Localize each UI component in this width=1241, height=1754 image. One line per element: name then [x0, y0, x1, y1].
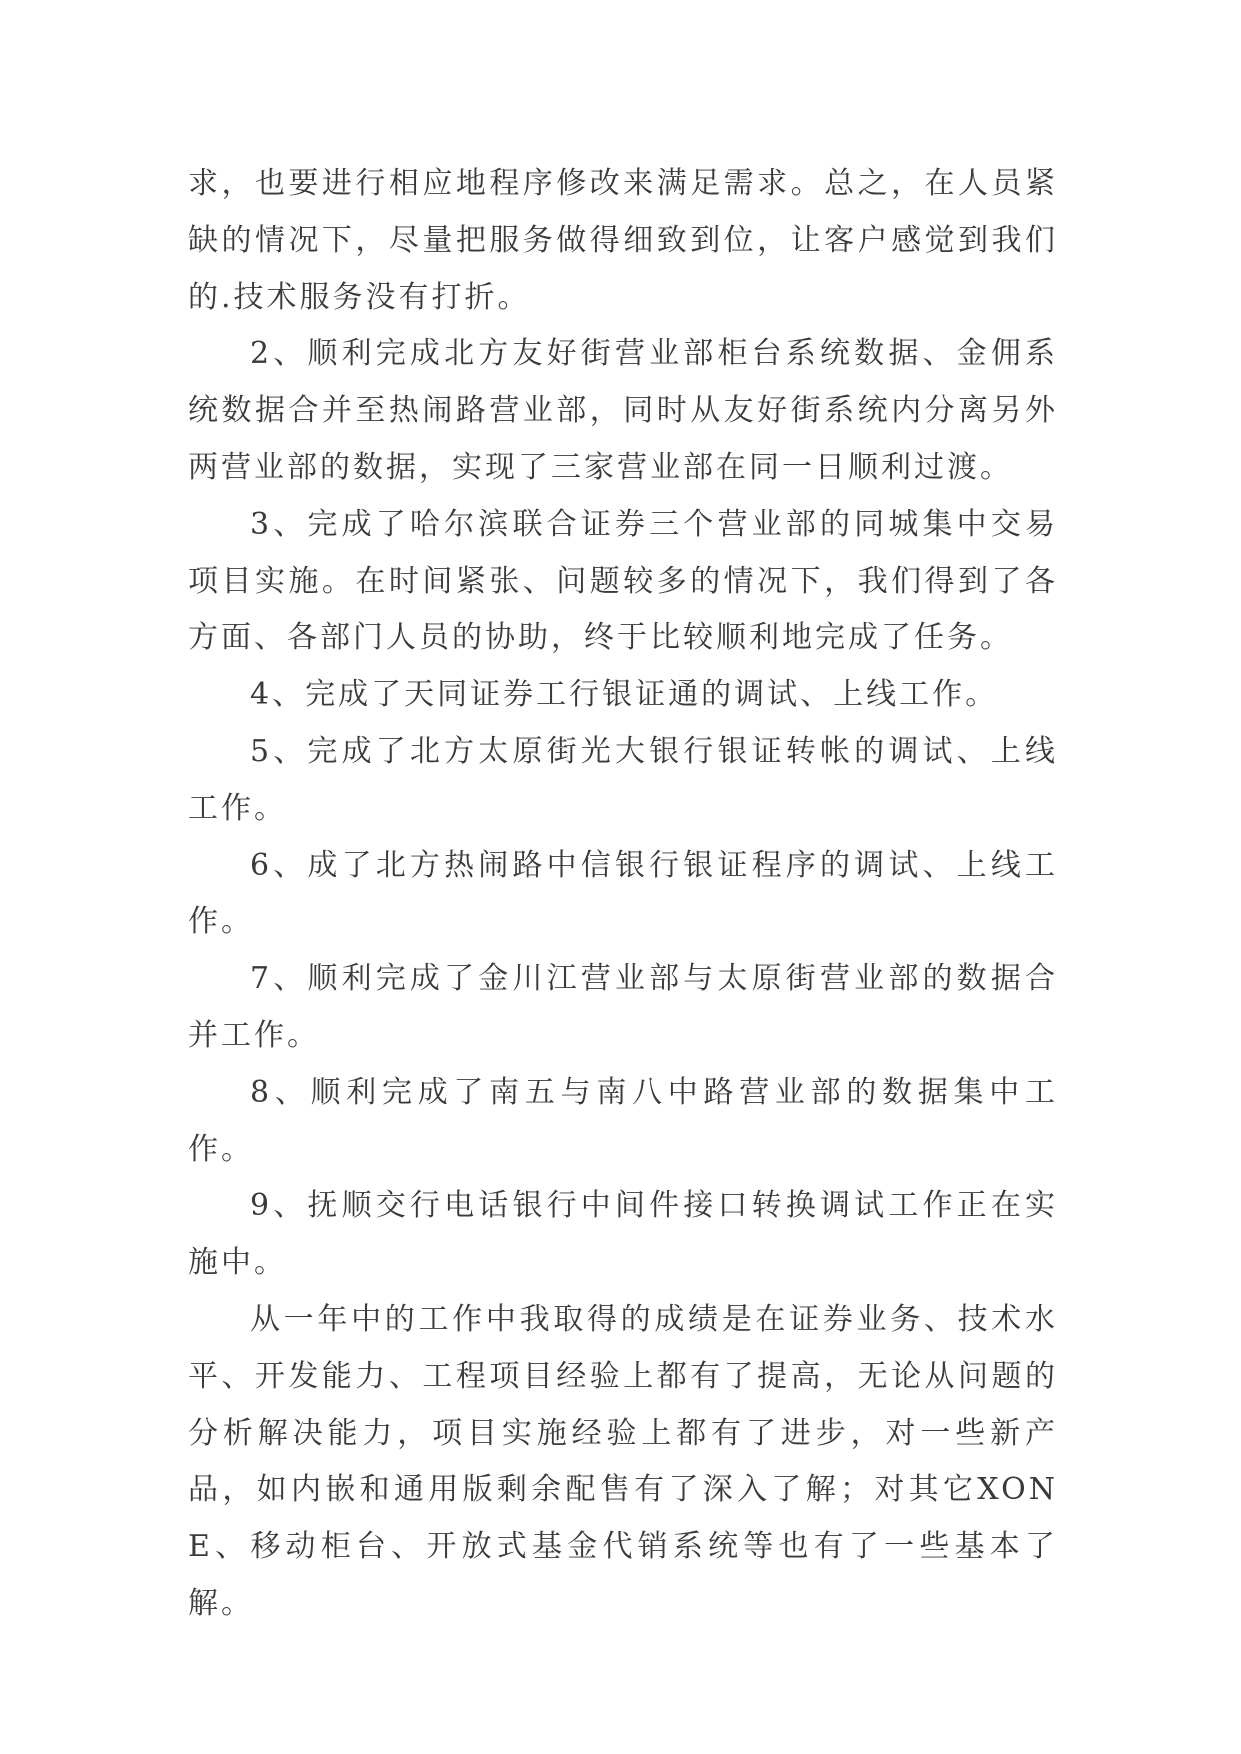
- paragraph-item-2: 2、顺利完成北方友好街营业部柜台系统数据、金佣系统数据合并至热闹路营业部，同时从友好街系统内分离另外两营业部的数据，实现了三家营业部在同一日顺利过渡。: [188, 336, 1058, 485]
- paragraph-summary: 从一年中的工作中我取得的成绩是在证券业务、技术水平、开发能力、工程项目经验上都有了提高，无论从问题的分析解决能力，项目实施经验上都有了进步，对一些新产品，如内嵌和通用版剩余配售有了深入了解；对其它XONE、移动柜台、开放式基金代销系统等也有了一些基本了解。: [188, 1301, 1058, 1621]
- paragraph-item-4: 4、完成了天同证券工行银证通的调试、上线工作。: [250, 677, 999, 713]
- paragraph-item-5: 5、完成了北方太原街光大银行银证转帐的调试、上线工作。: [188, 733, 1058, 826]
- paragraph-item-7: 7、顺利完成了金川江营业部与太原街营业部的数据合并工作。: [188, 961, 1058, 1053]
- paragraph-item-3: 3、完成了哈尔滨联合证券三个营业部的同城集中交易项目实施。在时间紧张、问题较多的情况下，我们得到了各方面、各部门人员的协助，终于比较顺利地完成了任务。: [188, 506, 1058, 656]
- paragraph-item-9: 9、抚顺交行电话银行中间件接口转换调试工作正在实施中。: [188, 1188, 1058, 1281]
- document-body: [188, 156, 1058, 1633]
- paragraph-item-6: 6、成了北方热闹路中信银行银证程序的调试、上线工作。: [188, 847, 1058, 940]
- paragraph-continuation: 求，也要进行相应地程序修改来满足需求。总之，在人员紧缺的情况下，尽量把服务做得细致到位，让客户感觉到我们的.技术服务没有打折。: [188, 166, 1058, 315]
- paragraph-item-8: 8、顺利完成了南五与南八中路营业部的数据集中工作。: [188, 1074, 1058, 1167]
